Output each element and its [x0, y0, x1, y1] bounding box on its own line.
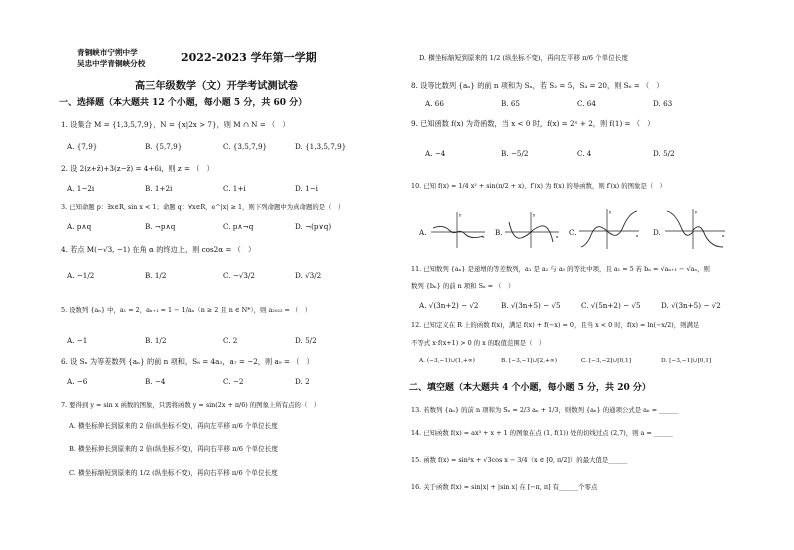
q12-stem: 12. 已知定义在 R 上的函数 f(x)，满足 f(x) + f(−x) = 0，且当 x < 0 时，f(x) = ln(−x/2)，则满足	[411, 321, 700, 329]
school-name-2: 吴忠中学青铜峡分校	[77, 59, 146, 68]
q5-option-d: D. 5/2	[295, 336, 317, 345]
q10-option-c: C.	[569, 228, 577, 237]
q11-option-c: C. √(5n+2) − √5	[581, 301, 641, 310]
q7-option-d: D. 横坐标缩短到原来的 1/2 (纵坐标不变)，再向左平移 π/6 个单位长度	[419, 54, 628, 62]
q12-stem-cont: 不等式 x·f(x+1) > 0 的 x 的取值范围是（ ）	[411, 339, 546, 347]
q10-graph-b-x-label: x	[556, 234, 559, 239]
q15-stem: 15. 函数 f(x) = sin²x + √3cos x − 3/4（x ∈ [0, π/2]）的最大值是______	[411, 456, 628, 464]
q3-stem: 3. 已知命题 p：∃x∈R, sin x < 1；命题 q：∀x∈R，e^|x| ≥ 1，则下列命题中为真命题的是（ ）	[61, 203, 345, 211]
q6-option-b: B. −4	[145, 377, 166, 386]
q10-graph-d-x-label: x	[722, 233, 725, 238]
q10-option-a: A.	[419, 228, 427, 237]
q7-option-c: C. 横坐标缩短到原来的 1/2 (纵坐标不变)，再向右平移 π/6 个单位长度	[69, 469, 278, 477]
q10-graph-d	[663, 207, 727, 251]
q2-option-a: A. 1−2i	[67, 184, 95, 193]
q4-stem: 4. 若点 M(−√3, −1) 在角 α 的终边上，则 cos2α = （ ）	[61, 245, 256, 254]
q1-option-a: A. {7,9}	[67, 142, 98, 151]
school-name-1: 青铜峡市宁朔中学	[77, 48, 138, 57]
q5-option-b: B. 1/2	[145, 336, 167, 345]
q10-graph-a-y-label: y	[459, 212, 462, 217]
exam-title: 高三年级数学（文）开学考试测试卷	[135, 80, 298, 92]
q6-option-c: C. −2	[223, 377, 244, 386]
q3-option-c: C. p∧¬q	[223, 222, 254, 231]
q8-option-c: C. 64	[577, 99, 596, 108]
q8-option-d: D. 63	[653, 99, 673, 108]
fill-section-heading: 二、填空题（本大题共 4 个小题，每小题 5 分，共 20 分）	[409, 383, 651, 393]
q3-option-d: D. ¬(p∨q)	[295, 222, 332, 231]
q10-option-d: D.	[653, 228, 661, 237]
q10-graph-b	[503, 210, 561, 250]
left-column	[55, 0, 395, 550]
q7-stem: 7. 要得到 y = sin x 函数的图象，只需将函数 y = sin(2x + π/6) 的图象上所有点的（ ）	[61, 401, 321, 409]
q11-option-b: B. √(3n+5) − √5	[501, 301, 561, 310]
q10-graph-c-x-label: x	[636, 233, 639, 238]
q8-option-a: A. 66	[425, 99, 444, 108]
q10-graph-c	[577, 207, 641, 251]
q5-option-a: A. −1	[67, 336, 88, 345]
q9-option-b: B. −5/2	[501, 149, 529, 158]
school-year-title: 2022-2023 学年第一学期	[181, 51, 317, 64]
q9-option-a: A. −4	[425, 149, 446, 158]
q8-stem: 8. 设等比数列 {aₙ} 的前 n 项和为 Sₙ，若 S₂ = 5，S₄ = 20，则 S₆ = （ ）	[411, 81, 664, 90]
q10-graph-d-y-label: y	[695, 209, 698, 214]
choice-section-heading: 一、选择题（本大题共 12 个小题，每小题 5 分，共 60 分）	[59, 98, 308, 108]
q6-stem: 6. 设 Sₙ 为等差数列 {aₙ} 的前 n 项和，S₈ = 4a₃，a₇ = −2，则 a₉ = （ ）	[61, 357, 314, 366]
q1-option-d: D. {1,3,5,7,9}	[295, 142, 347, 151]
q5-option-c: C. 2	[223, 336, 238, 345]
q4-option-b: B. 1/2	[145, 271, 167, 280]
q2-option-d: D. 1−i	[295, 184, 318, 193]
q12-option-d: D. [−3,−1]∪[0,1]	[661, 358, 712, 364]
q9-option-d: D. 5/2	[653, 149, 675, 158]
q9-option-c: C. 4	[577, 149, 592, 158]
q1-option-b: B. {5,7,9}	[145, 142, 183, 151]
q2-option-c: C. 1+i	[223, 184, 246, 193]
q3-option-a: A. p∧q	[67, 222, 92, 231]
q10-graph-b-y-label: y	[533, 212, 536, 217]
q10-graph-c-y-label: y	[609, 209, 612, 214]
q7-option-a: A. 横坐标伸长到原来的 2 倍(纵坐标不变)，再向左平移 π/6 个单位长度	[69, 422, 278, 430]
q10-graph-a-x-label: x	[482, 234, 485, 239]
q5-stem: 5. 设数列 {aₙ} 中，a₁ = 2，aₙ₊₁ = 1 − 1/aₙ（n ≥ 2 且 n ∈ N*），则 a₂₀₂₂ = （ ）	[61, 306, 312, 314]
q14-stem: 14. 已知函数 f(x) = ax³ + x + 1 的图象在点 (1, f(1)) 处的切线过点 (2,7)，则 a = ______	[411, 429, 673, 437]
q2-option-b: B. 1+2i	[145, 184, 173, 193]
q11-stem-cont: 数列 {bₙ} 的前 n 项和 Sₙ = （ ）	[411, 282, 515, 290]
q11-option-a: A. √(3n+2) − √2	[419, 301, 479, 310]
q13-stem: 13. 若数列 {aₙ} 的前 n 项和为 Sₙ = 2/3 aₙ + 1/3，则数列 {aₙ} 的通项公式是 aₙ = ______	[411, 406, 679, 414]
q4-option-c: C. −√3/2	[223, 271, 255, 280]
q12-option-b: B. [−3,−1]∪[2,+∞)	[501, 358, 557, 364]
q16-stem: 16. 关于函数 f(x) = sin|x| + |sin x| 在 [−π, π] 有______个零点	[411, 483, 598, 491]
q10-option-b: B.	[495, 228, 503, 237]
q12-option-c: C. [−3,−2]∪[0,1]	[581, 358, 631, 364]
q11-option-d: D. √(3n+5) − √2	[661, 301, 721, 310]
right-column	[405, 0, 745, 550]
q9-stem: 9. 已知函数 f(x) 为奇函数，当 x < 0 时，f(x) = 2ˣ + 2，则 f(1) = （ ）	[411, 119, 655, 128]
q6-option-a: A. −6	[67, 377, 88, 386]
q11-stem: 11. 已知数列 {aₙ} 是递增的等差数列，a₁ 是 a₂ 与 a₅ 的等比中项，且 a₁ = 5 若 bₙ = √aₙ₊₁ − √aₙ，则	[411, 265, 710, 273]
q4-option-d: D. √3/2	[295, 271, 322, 280]
q1-stem: 1. 设集合 M = {1,3,5,7,9}，N = {x|2x > 7}，则 M ∩ N = （ ）	[61, 120, 290, 129]
q10-graph-a	[429, 210, 487, 250]
q1-option-c: C. {3,5,7,9}	[223, 142, 268, 151]
q7-option-b: B. 横坐标伸长到原来的 2 倍(纵坐标不变)，再向右平移 π/6 个单位长度	[69, 445, 278, 453]
q8-option-b: B. 65	[501, 99, 520, 108]
q3-option-b: B. ¬p∧q	[145, 222, 176, 231]
q4-option-a: A. −1/2	[67, 271, 95, 280]
q12-option-a: A. (−3,−1)∪(1,+∞)	[419, 358, 475, 364]
q6-option-d: D. 2	[295, 377, 310, 386]
q2-stem: 2. 设 2(z+z̄)+3(z−z̄) = 4+6i，则 z = （ ）	[61, 164, 214, 173]
q10-stem: 10. 已知 f(x) = 1/4 x² + sin(π/2 + x)，f′(x) 为 f(x) 的导函数，则 f′(x) 的图象是（ ）	[411, 182, 666, 190]
